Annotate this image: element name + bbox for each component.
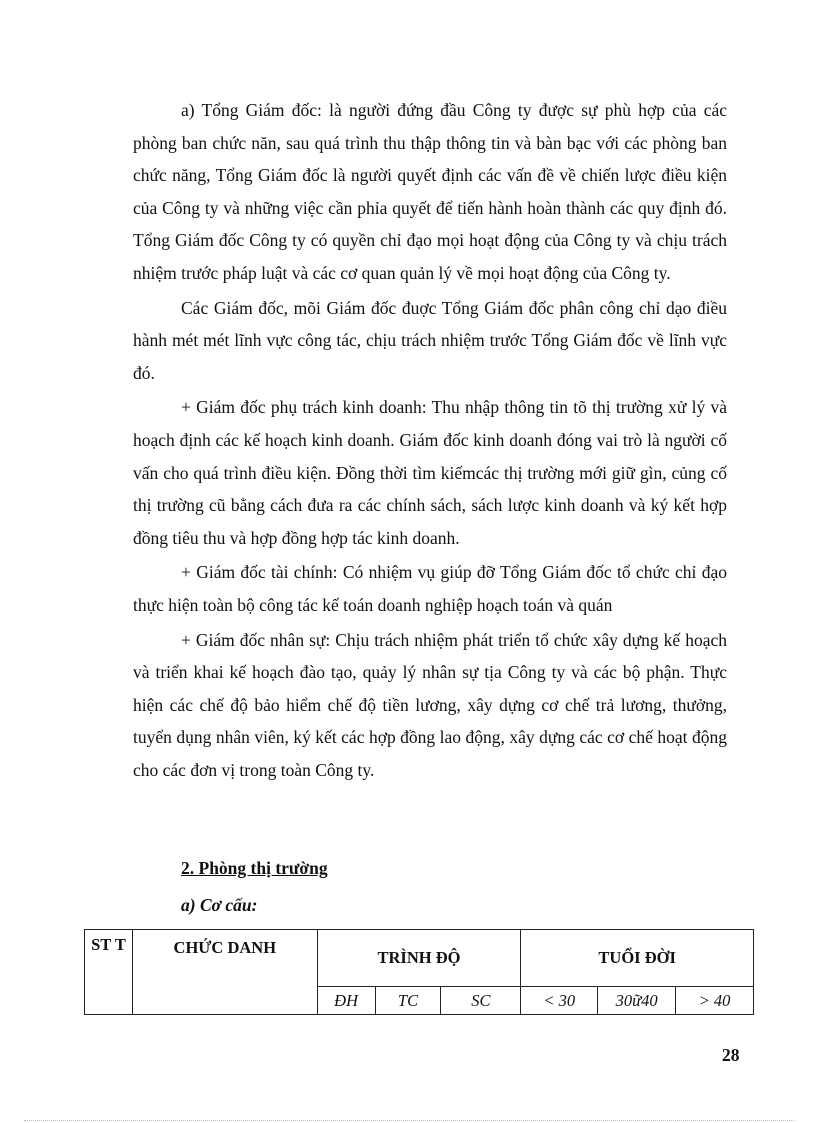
paragraph-hr-director: + Giám đốc nhân sự: Chịu trách nhiệm phát triển tổ chức xây dựng kế hoạch và triển khai kế hoạch đào tạo, quảy lý nhân sự tịa Công ty và các bộ phận. Thực hiện các chế độ bảo hiểm chế độ tiền lương, xây dựng cơ chế trả lương, thưởng, tuyển dụng nhân viên, ký kết các hợp đồng lao động, xây dựng các cơ chế hoạt động cho các đơn vị trong toàn Công ty. — [133, 629, 727, 780]
paragraph-finance-director: + Giám đốc tài chính: Có nhiệm vụ giúp đỡ Tổng Giám đốc tổ chức chỉ đạo thực hiện toàn bộ công tác kế toán doanh nghiệp hoạch toán và quán — [133, 562, 727, 615]
level-header: TRÌNH ĐỘ — [317, 930, 521, 987]
age-col-over-40: > 40 — [676, 987, 754, 1015]
paragraph-directors: Các Giám đốc, mõi Giám đốc đuợc Tổng Giám đốc phân công chỉ dạo điều hành mét mét lĩnh vực công tác, chịu trách nhiệm trước Tổng Giám đốc về lĩnh vực đó. — [133, 297, 727, 383]
level-col-sc: SC — [441, 987, 521, 1015]
level-col-dh: ĐH — [317, 987, 375, 1015]
paragraph-business-director: + Giám đốc phụ trách kinh doanh: Thu nhập thông tin tõ thị trường xử lý và hoạch định các kế hoạch kinh doanh. Giám đốc kinh doanh đóng vai trò là người cố vấn cho quá trình điều kiện. Đồng thời tìm kiếmcác thị trường mới giữ gìn, củng cố thị trường cũ bằng cách đưa ra các chính sách, sách lược kinh doanh và ký kết hợp đồng tiêu thu và hợp đồng hợp tác kinh doanh. — [133, 397, 727, 548]
age-col-under-30: < 30 — [521, 987, 598, 1015]
structure-table — [84, 929, 754, 1015]
subsection-heading: a) Cơ cấu: — [181, 895, 258, 915]
age-col-30-40: 30ữ40 — [598, 987, 676, 1015]
age-header: TUỔI ĐỜI — [521, 930, 754, 987]
page-edge-divider — [24, 1120, 794, 1121]
paragraph-general-director: a) Tổng Giám đốc: là người đứng đầu Công ty được sự phù hợp của các phòng ban chức năn, sau quá trình thu thập thông tin và bàn bạc với các phòng ban chức năng, Tổng Giám đốc là người quyết định các vấn đề về chiến lược điều kiện của Công ty và những việc cần phỉa quyết để tiến hành hoàn thành các quy định đó. Tổng Giám đốc Công ty có quyền chỉ đạo mọi hoạt động của Công ty và chịu trách nhiệm trước pháp luật và các cơ quan quản lý về mọi hoạt động của Công ty. — [133, 100, 727, 283]
level-col-tc: TC — [375, 987, 441, 1015]
body-text — [133, 94, 727, 788]
stt-header: ST T — [85, 930, 133, 1015]
section-heading: 2. Phòng thị trường — [181, 858, 328, 878]
page-number: 28 — [722, 1045, 740, 1065]
position-header: CHỨC DANH — [132, 930, 317, 1015]
